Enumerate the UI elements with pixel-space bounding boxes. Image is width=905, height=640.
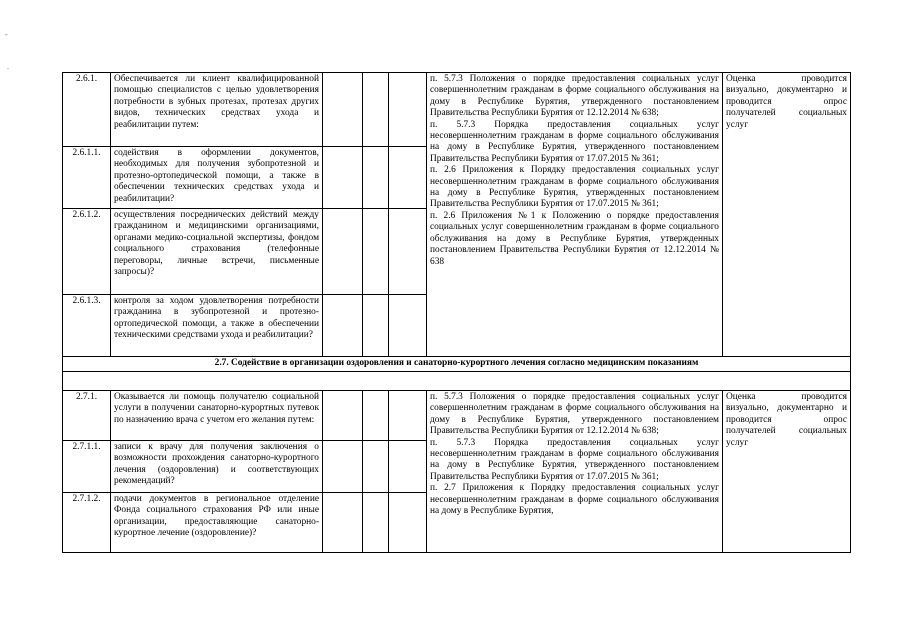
spacer-row [63,372,851,391]
empty-cell [323,147,363,209]
empty-cell [323,209,363,295]
empty-cell [389,295,427,357]
criterion-text: содействия в оформлении документов, необходимых для получения зубопротезной и протезно-ортопедической помощи, а также в обеспечении технических средствах ухода и реабилитации? [111,147,323,209]
table-row [63,391,851,441]
legal-basis-item: п. 5.7.3 Положения о порядке предоставления социальных услуг совершеннолетним гражданам в форме социального обслуживания на дому в Республике Бурятия, утвержденного постановлением Правительства Республики Бурятия от 12.12.2014 № 638; [430,392,719,437]
page-mark: . [7,62,9,71]
criteria-table [62,72,851,553]
empty-cell [323,441,363,493]
criterion-text: осуществления посреднических действий между гражданином и медицинскими организациями, органами медико-социальной экспертизы, фондом социального страхования (телефонные переговоры, личные встречи, письменные запросы)? [111,209,323,295]
empty-cell [363,73,389,147]
empty-cell [363,391,389,441]
empty-cell [323,295,363,357]
empty-cell [363,209,389,295]
row-number: 2.7.1. [63,391,111,441]
assessment-method: Оценка проводится визуально, документарно и проводится опрос получателей социальных услуг [723,73,851,357]
page-mark: - [5,30,8,39]
empty-cell [363,147,389,209]
empty-cell [389,391,427,441]
legal-basis-cell [427,73,723,357]
row-number: 2.6.1.3. [63,295,111,357]
legal-basis-item: п. 5.7.3 Порядка предоставления социальных услуг несовершеннолетним гражданам в форме социального обслуживания на дому в Республике Бурятия, утвержденного постановлением Правительства Республики Бурятия от 17.07.2015 № 361; [430,119,719,164]
row-number: 2.6.1. [63,73,111,147]
empty-cell [363,295,389,357]
table-row [63,73,851,147]
row-number: 2.7.1.1. [63,441,111,493]
empty-cell [363,441,389,493]
empty-cell [323,391,363,441]
legal-basis-item: п. 5.7.3 Положения о порядке предоставления социальных услуг совершеннолетним гражданам в форме социального обслуживания на дому в Республике Бурятия, утвержденного постановлением Правительства Республики Бурятия от 12.12.2014 № 638; [430,74,719,119]
empty-cell [389,73,427,147]
criterion-text: Обеспечивается ли клиент квалифицированной помощью специалистов с целью удовлетворения потребности в зубных протезах, протезах других видов, технических средствах ухода и реабилитации путем: [111,73,323,147]
empty-cell [389,441,427,493]
row-number: 2.6.1.2. [63,209,111,295]
empty-cell [389,147,427,209]
legal-basis-item: п. 2.7 Приложения к Порядку предоставления социальных услуг несовершеннолетним гражданам в форме социального обслуживания на дому в Республике Бурятия, [430,483,719,517]
legal-basis-item: п. 5.7.3 Порядка предоставления социальных услуг несовершеннолетним гражданам в форме социального обслуживания на дому в Республике Бурятия, утвержденного постановлением Правительства Республики Бурятия от 17.07.2015 № 361; [430,437,719,482]
row-number: 2.6.1.1. [63,147,111,209]
criterion-text: записи к врачу для получения заключения о возможности прохождения санаторно-курортного лечения (оздоровления) и соответствующих рекомендаций? [111,441,323,493]
empty-cell [389,209,427,295]
assessment-method: Оценка проводится визуально, документарно и проводится опрос получателей социальных услуг [723,391,851,553]
empty-cell [363,493,389,553]
criterion-text: подачи документов в региональное отделение Фонда социального страхования РФ или иные организации, предоставляющие санаторно-курортное лечение (оздоровление)? [111,493,323,553]
section-heading: 2.7. Содействие в организации оздоровления и санаторно-курортного лечения согласно медицинским показаниям [63,357,851,372]
legal-basis-cell [427,391,723,553]
empty-cell [323,73,363,147]
legal-basis-item: п. 2.6 Приложения к Порядку предоставления социальных услуг несовершеннолетним гражданам в форме социального обслуживания на дому в Республике Бурятия, утвержденных постановлением Правительства Республики Бурятия от 17.07.2015 № 361; [430,165,719,210]
criterion-text: Оказывается ли помощь получателю социальной услуги в получении санаторно-курортных путевок по назначению врача с учетом его желания путем: [111,391,323,441]
row-number: 2.7.1.2. [63,493,111,553]
criterion-text: контроля за ходом удовлетворения потребности гражданина в зубопротезной и протезно-ортопедической помощи, а также в обеспечении техническими средствами ухода и реабилитации? [111,295,323,357]
empty-cell [323,493,363,553]
empty-cell [63,372,851,391]
legal-basis-item: п. 2.6 Приложения №1 к Положению о порядке предоставления социальных услуг совершеннолетним гражданам в форме социального обслуживания на дому в Республике Бурятия, утвержденных постановлением Правительства Республики Бурятия от 12.12.2014 № 638 [430,210,719,267]
empty-cell [389,493,427,553]
section-heading-row [63,357,851,372]
